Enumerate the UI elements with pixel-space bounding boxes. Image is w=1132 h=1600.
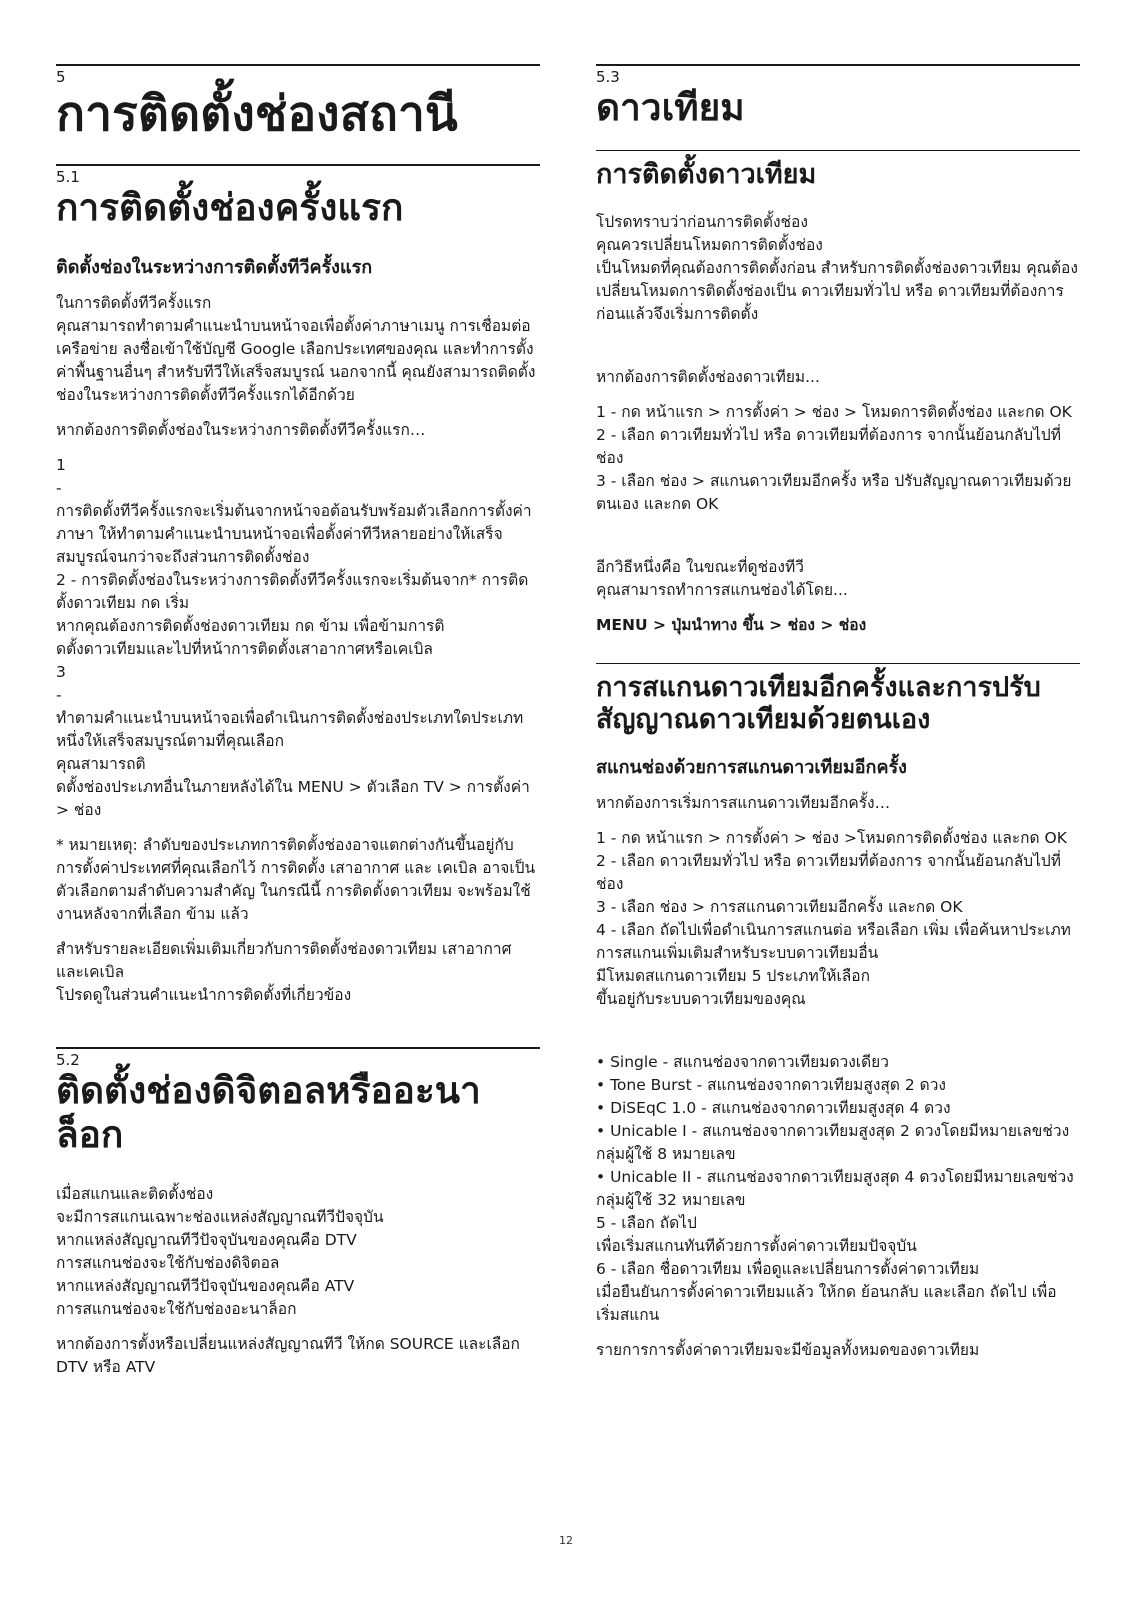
paragraph: หากต้องการติดตั้งช่องดาวเทียม... <box>596 368 820 386</box>
paragraph: โปรดทราบว่าก่อนการติดตั้งช่อง คุณควรเปลี่ยนโหมดการติดตั้งช่อง เป็นโหมดที่คุณต้องการติดตั้งก่อน สำหรับการติดตั้งช่องดาวเทียม คุณต้องเปลี่ยนโหมดการติดตั้งช่องเป็น ดาวเทียมทั่วไป หรือ ดาวเทียมที่ต้องการก่อนแล้วจึงเริ่มการติดตั้ง <box>596 213 1078 323</box>
section-number: 5.2 <box>56 1051 80 1069</box>
paragraph: รายการการตั้งค่าดาวเทียมจะมีข้อมูลทั้งหมดของดาวเทียม <box>596 1341 980 1359</box>
steps-paragraph: 1 - การติดตั้งทีวีครั้งแรกจะเริ่มต้นจากหน้าจอต้อนรับพร้อมตัวเลือกการตั้งค่าภาษา ให้ทำตามคำแนะนำบนหน้าจอเพื่อตั้งค่าทีวีหลายอย่างให้เสร็จสมบูรณ์จนกว่าจะถึงส่วนการติดตั้งช่อง 2 - การติดตั้งช่องในระหว่างการติดตั้งทีวีครั้งแรกจะเริ่มต้นจาก* การติดตั้งดาวเทียม กด เริ่ม หากคุณต้องการติดตั้งช่องดาวเทียม กด ข้าม เพื่อข้ามการติ ดตั้งดาวเทียมและไปที่หน้าการติดตั้งเสาอากาศหรือเคเบิล 3 - ทำตามคำแนะนำบนหน้าจอเพื่อดำเนินการติดตั้งช่องประเภทใดประเภทหนึ่งให้เสร็จสมบูรณ์ตามที่คุณเลือก คุณสามารถติ ดตั้งช่องประเภทอื่นในภายหลังได้ใน MENU > ตัวเลือก TV > การตั้งค่า > ช่อง <box>56 456 532 819</box>
chapter-number: 5 <box>56 68 66 86</box>
paragraph: หากต้องการติดตั้งช่องในระหว่างการติดตั้งทีวีครั้งแรก… <box>56 421 426 439</box>
paragraph: หากต้องการเริ่มการสแกนดาวเทียมอีกครั้ง… <box>596 794 891 812</box>
section-rule <box>596 64 1080 66</box>
paragraph: หากต้องการตั้งหรือเปลี่ยนแหล่งสัญญาณทีวี ให้กด SOURCE และเลือก DTV หรือ ATV <box>56 1335 520 1376</box>
note-paragraph: * หมายเหตุ: ลำดับของประเภทการติดตั้งช่องอาจแตกต่างกันขึ้นอยู่กับการตั้งค่าประเทศที่คุณเลือกไว้ การติดตั้ง เสาอากาศ และ เคเบิล อาจเป็นตัวเลือกตามลำดับความสำคัญ ในกรณีนี้ การติดตั้งดาวเทียม จะพร้อมใช้งานหลังจากที่เลือก ข้าม แล้ว <box>56 836 536 923</box>
menu-path: MENU > ปุ่มนำทาง ขึ้น > ช่อง > ช่อง <box>596 616 867 634</box>
page-number: 12 <box>559 1534 573 1547</box>
chapter-rule <box>56 64 540 66</box>
section-title: การติดตั้งช่องครั้งแรก <box>56 186 404 229</box>
section-number: 5.3 <box>596 68 620 86</box>
section-rule <box>56 164 540 166</box>
section-title: ดาวเทียม <box>596 86 745 129</box>
subsection-rule <box>596 663 1080 664</box>
subsection-title: การติดตั้งดาวเทียม <box>596 159 817 190</box>
right-column <box>596 64 1080 1374</box>
subsection-title: การสแกนดาวเทียมอีกครั้งและการปรับสัญญาณดาวเทียมด้วยตนเอง <box>596 672 1041 735</box>
steps-paragraph: 1 - กด หน้าแรก > การตั้งค่า > ช่อง > โหมดการติดตั้งช่อง และกด OK 2 - เลือก ดาวเทียมทั่วไป หรือ ดาวเทียมที่ต้องการ จากนั้นย้อนกลับไปที่ ช่อง 3 - เลือก ช่อง > สแกนดาวเทียมอีกครั้ง หรือ ปรับสัญญาณดาวเทียมด้วยตนเอง และกด OK <box>596 403 1072 513</box>
section-number: 5.1 <box>56 168 80 186</box>
steps-paragraph: 1 - กด หน้าแรก > การตั้งค่า > ช่อง >โหมดการติดตั้งช่อง และกด OK 2 - เลือก ดาวเทียมทั่วไป หรือ ดาวเทียมที่ต้องการ จากนั้นย้อนกลับไปที่ ช่อง 3 - เลือก ช่อง > การสแกนดาวเทียมอีกครั้ง และกด OK 4 - เลือก ถัดไปเพื่อดำเนินการสแกนต่อ หรือเลือก เพิ่ม เพื่อค้นหาประเภทการสแกนเพิ่มเติมสำหรับระบบดาวเทียมอื่น มีโหมดสแกนดาวเทียม 5 ประเภทให้เลือก ขึ้นอยู่กับระบบดาวเทียมของคุณ <box>596 829 1071 1008</box>
paragraph: อีกวิธีหนึ่งคือ ในขณะที่ดูช่องทีวี คุณสามารถทำการสแกนช่องได้โดย... <box>596 558 848 599</box>
paragraph: เมื่อสแกนและติดตั้งช่อง จะมีการสแกนเฉพาะช่องแหล่งสัญญาณทีวีปัจจุบัน หากแหล่งสัญญาณทีวีปัจจุบันของคุณคือ DTV การสแกนช่องจะใช้กับช่องดิจิตอล หากแหล่งสัญญาณทีวีปัจจุบันของคุณคือ ATV การสแกนช่องจะใช้กับช่องอะนาล็อก <box>56 1185 384 1318</box>
scan-mode-list: • Single - สแกนช่องจากดาวเทียมดวงเดียว • Tone Burst - สแกนช่องจากดาวเทียมสูงสุด 2 ดวง • DiSEqC 1.0 - สแกนช่องจากดาวเทียมสูงสุด 4 ดวง • Unicable I - สแกนช่องจากดาวเทียมสูงสุด 2 ดวงโดยมีหมายเลขช่วงกลุ่มผู้ใช้ 8 หมายเลข • Unicable II - สแกนช่องจากดาวเทียมสูงสุด 4 ดวงโดยมีหมายเลขช่วงกลุ่มผู้ใช้ 32 หมายเลข 5 - เลือก ถัดไป เพื่อเริ่มสแกนทันทีด้วยการตั้งค่าดาวเทียมปัจจุบัน 6 - เลือก ชื่อดาวเทียม เพื่อดูและเปลี่ยนการตั้งค่าดาวเทียม เมื่อยืนยันการตั้งค่าดาวเทียมแล้ว ให้กด ย้อนกลับ และเลือก ถัดไป เพื่อเริ่มสแกน <box>596 1053 1074 1324</box>
subsection-rule <box>596 150 1080 151</box>
section-rule <box>56 1047 540 1049</box>
section-title: ติดตั้งช่องดิจิตอลหรืออะนาล็อก <box>56 1069 481 1156</box>
chapter-title: การติดตั้งช่องสถานี <box>56 86 458 142</box>
paragraph: สำหรับรายละเอียดเพิ่มเติมเกี่ยวกับการติดตั้งช่องดาวเทียม เสาอากาศ และเคเบิล โปรดดูในส่วนคำแนะนำการติดตั้งที่เกี่ยวข้อง <box>56 940 512 1004</box>
paragraph: ในการติดตั้งทีวีครั้งแรก คุณสามารถทำตามคำแนะนำบนหน้าจอเพื่อตั้งค่าภาษาเมนู การเชื่อมต่อเครือข่าย ลงชื่อเข้าใช้บัญชี Google เลือกประเทศของคุณ และทำการตั้งค่าพื้นฐานอื่นๆ สำหรับทีวีให้เสร็จสมบูรณ์ นอกจากนี้ คุณยังสามารถติดตั้งช่องในระหว่างการติดตั้งทีวีครั้งแรกได้อีกด้วย <box>56 294 536 404</box>
subheading: สแกนช่องด้วยการสแกนดาวเทียมอีกครั้ง <box>596 757 907 778</box>
subheading: ติดตั้งช่องในระหว่างการติดตั้งทีวีครั้งแรก <box>56 257 373 278</box>
left-column <box>56 64 540 1391</box>
